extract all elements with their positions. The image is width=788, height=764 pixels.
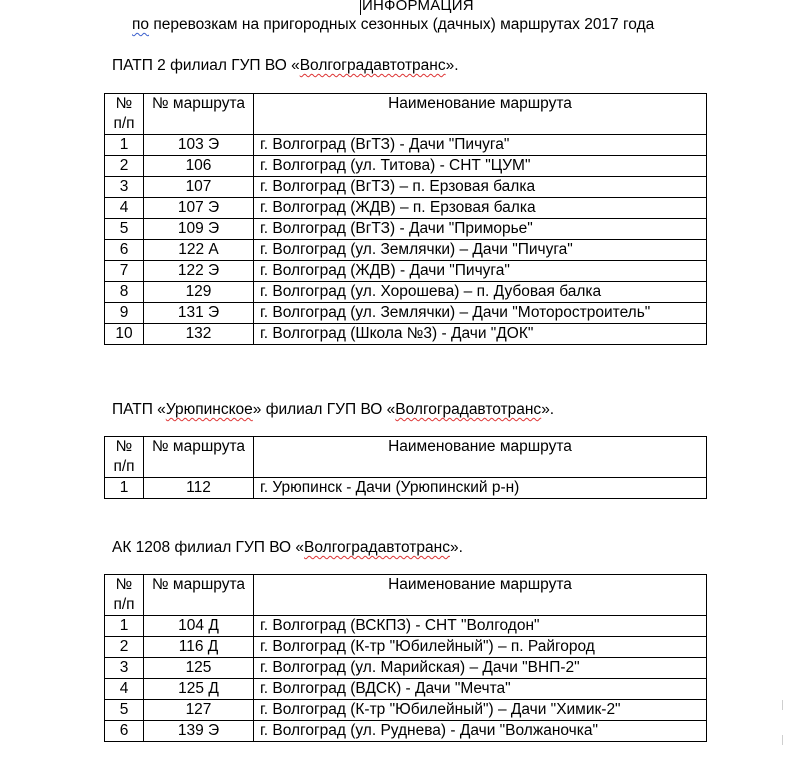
route-number-cell: 125 Д <box>144 679 254 700</box>
column-header-route-name: Наименование маршрута <box>254 94 707 135</box>
row-number-cell: 1 <box>105 478 144 499</box>
row-number-cell: 1 <box>105 616 144 637</box>
route-name-cell: г. Волгоград (ВгТЗ) - Дачи "Пичуга" <box>254 135 707 156</box>
table-row <box>105 700 707 721</box>
table-row <box>105 324 707 345</box>
section-2-org-heading: ПАТП «Урюпинское» филиал ГУП ВО «Волгоградавтотранс». <box>112 401 555 418</box>
route-number-cell: 129 <box>144 282 254 303</box>
document-subtitle <box>132 16 654 34</box>
route-number-cell: 132 <box>144 324 254 345</box>
route-number-cell: 109 Э <box>144 219 254 240</box>
table-header-row <box>105 94 707 135</box>
subtitle-prefix: по <box>132 16 150 33</box>
column-header-route-name: Наименование маршрута <box>254 575 707 616</box>
section-3-table-body <box>105 616 707 742</box>
route-name-cell: г. Волгоград (ВСКПЗ) - СНТ "Волгодон" <box>254 616 707 637</box>
route-number-cell: 103 Э <box>144 135 254 156</box>
table-row <box>105 261 707 282</box>
route-name-cell: г. Волгоград (ВгТЗ) - Дачи "Приморье" <box>254 219 707 240</box>
row-number-cell: 5 <box>105 219 144 240</box>
column-header-number: № п/п <box>105 575 144 616</box>
row-number-cell: 3 <box>105 658 144 679</box>
route-name-cell: г. Волгоград (К-тр "Юбилейный") – Дачи "Химик-2" <box>254 700 707 721</box>
column-header-number: № п/п <box>105 437 144 478</box>
route-number-cell: 122 А <box>144 240 254 261</box>
margin-mark <box>782 735 787 745</box>
row-number-cell: 8 <box>105 282 144 303</box>
table-header-row <box>105 437 707 478</box>
route-name-cell: г. Волгоград (ул. Хорошева) – п. Дубовая балка <box>254 282 707 303</box>
table-row <box>105 282 707 303</box>
route-number-cell: 116 Д <box>144 637 254 658</box>
route-number-cell: 106 <box>144 156 254 177</box>
route-name-cell: г. Волгоград (ЖДВ) – п. Ерзовая балка <box>254 198 707 219</box>
section-3-org-heading: АК 1208 филиал ГУП ВО «Волгоградавтотранс». <box>112 539 463 556</box>
row-number-cell: 4 <box>105 198 144 219</box>
route-number-cell: 112 <box>144 478 254 499</box>
route-number-cell: 107 Э <box>144 198 254 219</box>
table-row <box>105 198 707 219</box>
route-number-cell: 127 <box>144 700 254 721</box>
column-header-route-number: № маршрута <box>144 94 254 135</box>
table-row <box>105 616 707 637</box>
column-header-route-number: № маршрута <box>144 575 254 616</box>
row-number-cell: 7 <box>105 261 144 282</box>
row-number-cell: 2 <box>105 637 144 658</box>
section-1-routes-table <box>104 93 707 345</box>
row-number-cell: 6 <box>105 240 144 261</box>
route-number-cell: 125 <box>144 658 254 679</box>
table-row <box>105 219 707 240</box>
table-row <box>105 156 707 177</box>
table-row <box>105 721 707 742</box>
route-number-cell: 122 Э <box>144 261 254 282</box>
text-cursor <box>360 0 361 15</box>
route-number-cell: 131 Э <box>144 303 254 324</box>
column-header-number: № п/п <box>105 94 144 135</box>
table-row <box>105 679 707 700</box>
table-header-row <box>105 575 707 616</box>
route-name-cell: г. Волгоград (Школа №3) - Дачи "ДОК" <box>254 324 707 345</box>
row-number-cell: 1 <box>105 135 144 156</box>
route-name-cell: г. Волгоград (ул. Землячки) – Дачи "Пичуга" <box>254 240 707 261</box>
table-row <box>105 135 707 156</box>
subtitle-rest: перевозкам на пригородных сезонных (дачных) маршрутах 2017 года <box>149 16 655 33</box>
route-name-cell: г. Волгоград (ВгТЗ) – п. Ерзовая балка <box>254 177 707 198</box>
section-1-org-heading: ПАТП 2 филиал ГУП ВО «Волгоградавтотранс». <box>112 57 459 74</box>
row-number-cell: 5 <box>105 700 144 721</box>
section-1-table-body <box>105 135 707 345</box>
row-number-cell: 9 <box>105 303 144 324</box>
column-header-route-number: № маршрута <box>144 437 254 478</box>
row-number-cell: 4 <box>105 679 144 700</box>
section-2-routes-table <box>104 436 707 499</box>
row-number-cell: 10 <box>105 324 144 345</box>
route-name-cell: г. Волгоград (ул. Марийская) – Дачи "ВНП-2" <box>254 658 707 679</box>
column-header-route-name: Наименование маршрута <box>254 437 707 478</box>
table-row <box>105 240 707 261</box>
table-row <box>105 478 707 499</box>
document-title: ИНФОРМАЦИЯ <box>362 0 474 14</box>
route-name-cell: г. Волгоград (ул. Руднева) - Дачи "Волжаночка" <box>254 721 707 742</box>
route-number-cell: 104 Д <box>144 616 254 637</box>
route-name-cell: г. Волгоград (ул. Титова) - СНТ "ЦУМ" <box>254 156 707 177</box>
route-name-cell: г. Урюпинск - Дачи (Урюпинский р-н) <box>254 478 707 499</box>
route-name-cell: г. Волгоград (ул. Землячки) – Дачи "Моторостроитель" <box>254 303 707 324</box>
route-number-cell: 107 <box>144 177 254 198</box>
row-number-cell: 6 <box>105 721 144 742</box>
route-number-cell: 139 Э <box>144 721 254 742</box>
route-name-cell: г. Волгоград (ВДСК) - Дачи "Мечта" <box>254 679 707 700</box>
table-row <box>105 177 707 198</box>
row-number-cell: 3 <box>105 177 144 198</box>
table-row <box>105 637 707 658</box>
row-number-cell: 2 <box>105 156 144 177</box>
route-name-cell: г. Волгоград (ЖДВ) - Дачи "Пичуга" <box>254 261 707 282</box>
table-row <box>105 303 707 324</box>
route-name-cell: г. Волгоград (К-тр "Юбилейный") – п. Райгород <box>254 637 707 658</box>
section-3-routes-table <box>104 574 707 742</box>
section-2-table-body <box>105 478 707 499</box>
margin-mark <box>782 700 787 710</box>
table-row <box>105 658 707 679</box>
